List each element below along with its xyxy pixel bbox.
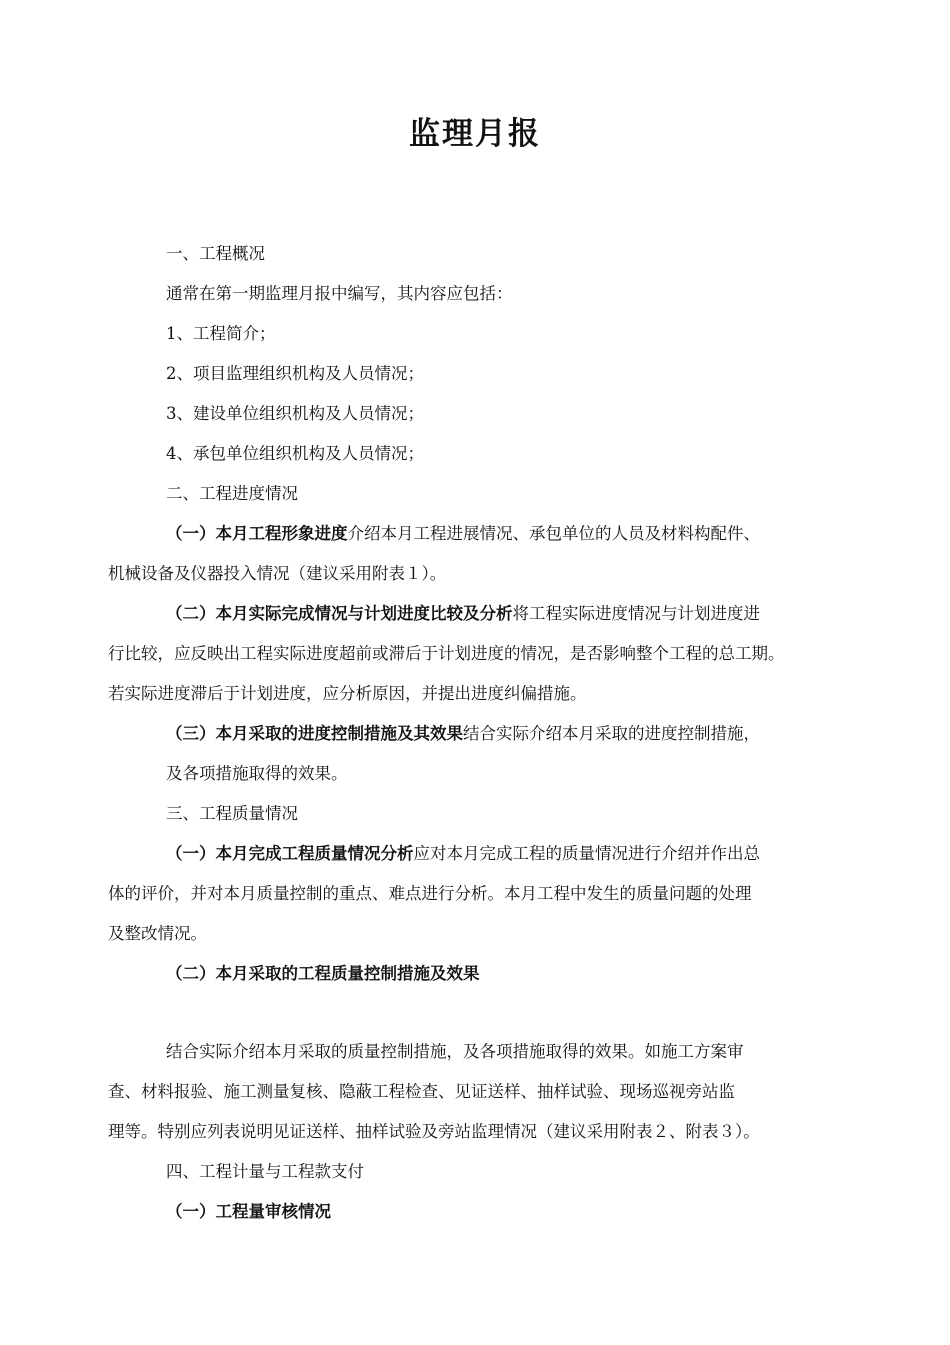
section-2-para-1-bold: （一）本月工程形象进度 — [166, 524, 348, 543]
page-title: 监理月报 — [409, 116, 541, 152]
section-2-para-3-line-1 — [166, 722, 760, 746]
section-2-heading: 二、工程进度情况 — [166, 484, 298, 503]
section-3-para-3-line-1: 结合实际介绍本月采取的质量控制措施，及各项措施取得的效果。如施工方案审 — [166, 1042, 744, 1061]
section-2-para-1-line-2: 机械设备及仪器投入情况（建议采用附表１）。 — [108, 564, 447, 583]
section-1-item-2: 2、项目监理组织机构及人员情况； — [166, 364, 424, 383]
section-2-para-3-bold: （三）本月采取的进度控制措施及其效果 — [166, 724, 463, 743]
section-1-item-3: 3、建设单位组织机构及人员情况； — [166, 404, 424, 423]
section-3-para-1-line-2: 体的评价，并对本月质量控制的重点、难点进行分析。本月工程中发生的质量问题的处理 — [108, 884, 752, 903]
section-3-para-3-line-3: 理等。特别应列表说明见证送样、抽样试验及旁站监理情况（建议采用附表２、附表３）。 — [108, 1122, 760, 1141]
section-3-heading: 三、工程质量情况 — [166, 804, 298, 823]
section-2-para-3-text: 结合实际介绍本月采取的进度控制措施， — [463, 724, 760, 743]
section-3-para-3-line-2: 查、材料报验、施工测量复核、隐蔽工程检查、见证送样、抽样试验、现场巡视旁站监 — [108, 1082, 735, 1101]
section-3-para-2-bold: （二）本月采取的工程质量控制措施及效果 — [166, 964, 480, 983]
section-4-heading: 四、工程计量与工程款支付 — [166, 1162, 364, 1181]
section-2-para-2-line-1 — [166, 602, 760, 626]
section-2-para-2-line-2: 行比较，应反映出工程实际进度超前或滞后于计划进度的情况，是否影响整个工程的总工期。 — [108, 644, 785, 663]
section-1-intro: 通常在第一期监理月报中编写，其内容应包括： — [166, 284, 513, 303]
section-2-para-1-text: 介绍本月工程进展情况、承包单位的人员及材料构配件、 — [347, 524, 760, 543]
section-2-para-2-text: 将工程实际进度情况与计划进度进 — [512, 604, 760, 623]
section-3-para-1-text: 应对本月完成工程的质量情况进行介绍并作出总 — [413, 844, 760, 863]
section-2-para-3-line-2: 及各项措施取得的效果。 — [166, 764, 348, 783]
section-1-item-4: 4、承包单位组织机构及人员情况； — [166, 444, 424, 463]
section-2-para-2-line-3: 若实际进度滞后于计划进度，应分析原因，并提出进度纠偏措施。 — [108, 684, 587, 703]
section-3-para-1-bold: （一）本月完成工程质量情况分析 — [166, 844, 414, 863]
section-2-para-1-line-1 — [166, 522, 760, 546]
section-2-para-2-bold: （二）本月实际完成情况与计划进度比较及分析 — [166, 604, 513, 623]
section-4-sub-1: （一）工程量审核情况 — [166, 1202, 331, 1221]
section-1-item-1: 1、工程简介； — [166, 324, 276, 343]
section-1-heading: 一、工程概况 — [166, 244, 265, 263]
section-3-para-1-line-3: 及整改情况。 — [108, 924, 207, 943]
section-3-para-1-line-1 — [166, 842, 760, 866]
